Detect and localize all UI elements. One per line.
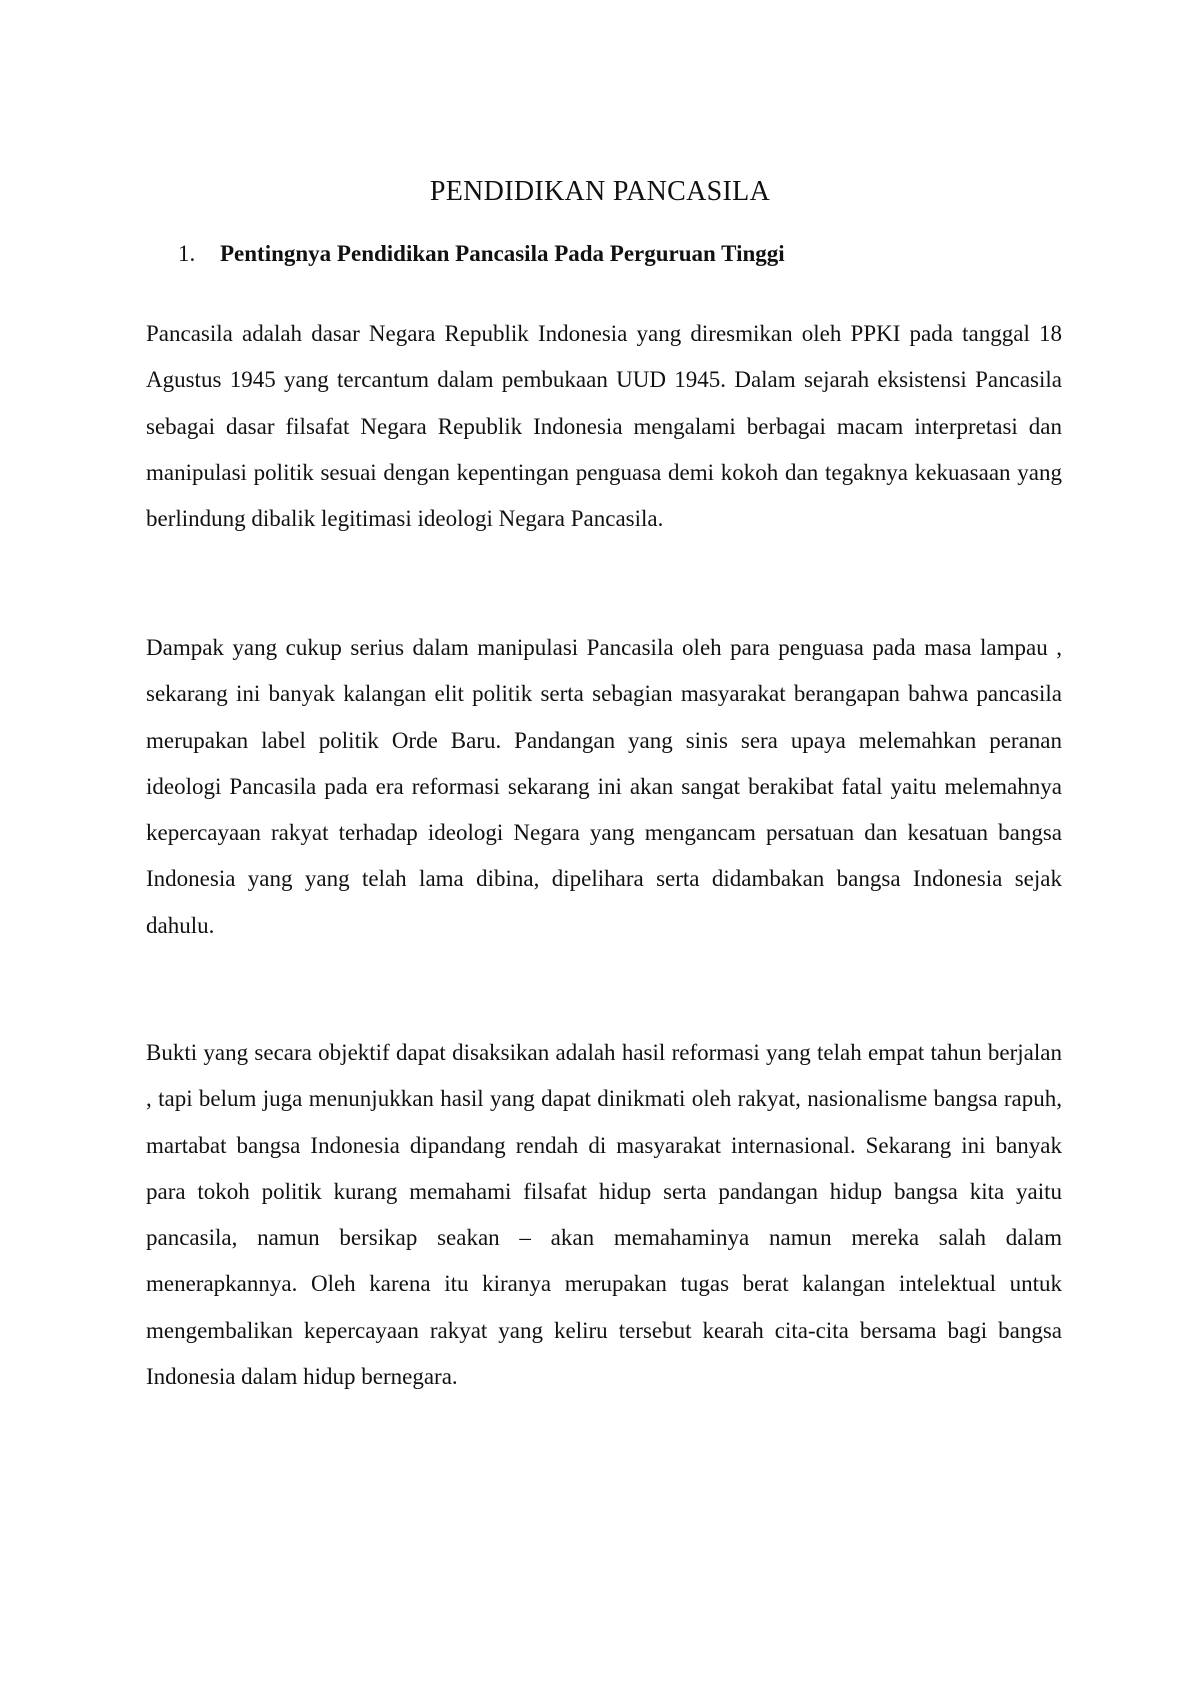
section-number: 1. bbox=[178, 241, 196, 266]
paragraph-2: Dampak yang cukup serius dalam manipulasi Pancasila oleh para penguasa pada masa lampau , sekarang ini banyak kalangan elit politik serta sebagian masyarakat berangapan bahwa pancasila merupakan label politik Orde Baru. Pandangan yang sinis sera upaya melemahkan peranan ideologi Pancasila pada era reformasi sekarang ini akan sangat berakibat fatal yaitu melemahnya kepercayaan rakyat terhadap ideologi Negara yang mengancam persatuan dan kesatuan bangsa Indonesia yang yang telah lama dibina, dipelihara serta didambakan bangsa Indonesia sejak dahulu. bbox=[146, 635, 1062, 938]
section-heading-text: Pentingnya Pendidikan Pancasila Pada Perguruan Tinggi bbox=[220, 241, 785, 266]
paragraph-3: Bukti yang secara objektif dapat disaksikan adalah hasil reformasi yang telah empat tahun berjalan , tapi belum juga menunjukkan hasil yang dapat dinikmati oleh rakyat, nasionalisme bangsa rapuh, martabat bangsa Indonesia dipandang rendah di masyarakat internasional. Sekarang ini banyak para tokoh politik kurang memahami filsafat hidup serta pandangan hidup bangsa kita yaitu pancasila, namun bersikap seakan – akan memahaminya namun mereka salah dalam menerapkannya. Oleh karena itu kiranya merupakan tugas berat kalangan intelektual untuk mengembalikan kepercayaan rakyat yang keliru tersebut kearah cita-cita bersama bagi bangsa Indonesia dalam hidup bernegara. bbox=[146, 1040, 1062, 1390]
document-title: PENDIDIKAN PANCASILA bbox=[429, 176, 771, 207]
paragraph-1: Pancasila adalah dasar Negara Republik Indonesia yang diresmikan oleh PPKI pada tanggal 18 Agustus 1945 yang tercantum dalam pembukaan UUD 1945. Dalam sejarah eksistensi Pancasila sebagai dasar filsafat Negara Republik Indonesia mengalami berbagai macam interpretasi dan manipulasi politik sesuai dengan kepentingan penguasa demi kokoh dan tegaknya kekuasaan yang berlindung dibalik legitimasi ideologi Negara Pancasila. bbox=[146, 321, 1062, 532]
section-heading bbox=[178, 241, 785, 267]
